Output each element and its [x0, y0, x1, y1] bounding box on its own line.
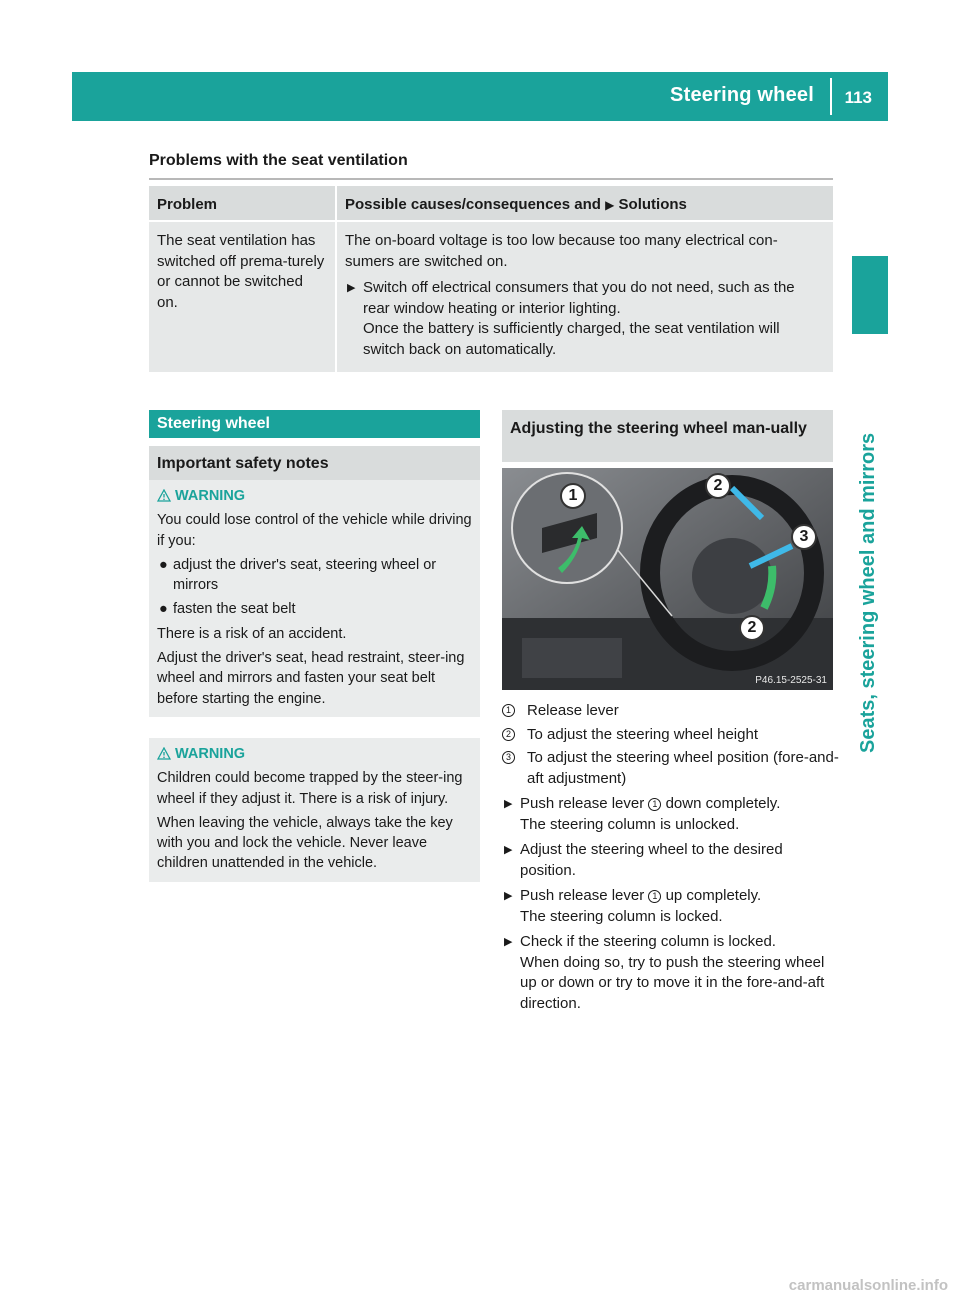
warning-text: Children could become trapped by the steer-ing wheel if they adjust it. There is a risk of injury. [157, 770, 463, 807]
adjusting-instructions [502, 698, 842, 1014]
callout-number: 3 [502, 751, 515, 764]
page-header [72, 72, 888, 121]
warning-advice: Adjust the driver's seat, head restraint, steer-ing wheel and mirrors and fasten your seat belt before starting the engine. [157, 650, 465, 707]
section-title-adjusting: Adjusting the steering wheel man-ually [502, 410, 833, 462]
steering-wheel-photo [502, 468, 833, 690]
chapter-label-container [850, 353, 890, 753]
watermark: carmanualsonline.info [788, 1277, 948, 1294]
step-result: The steering column is unlocked. [520, 815, 740, 833]
callout-2-lower: 2 [739, 615, 765, 641]
page-number: 113 [844, 88, 872, 107]
warning-bullet: ● fasten the seat belt [157, 599, 472, 619]
section-title-steering-wheel: Steering wheel [149, 410, 480, 438]
section-divider [149, 178, 833, 180]
legend-item: 2 To adjust the steering wheel height [502, 725, 842, 746]
callout-number: 1 [648, 890, 661, 903]
steering-wheel-illustration [502, 468, 833, 690]
instruction-step: ▶ Check if the steering column is locked. When doing so, try to push the steering wheel up or down or try to move it in the fore-and-aft direction. [502, 932, 842, 1014]
problems-table [149, 186, 833, 372]
step-result: The steering column is locked. [520, 907, 723, 925]
bullet-icon: ● [159, 601, 168, 618]
triangle-arrow-icon: ▶ [605, 198, 615, 212]
warning-risk: There is a risk of an accident. [157, 625, 347, 642]
callout-number: 2 [502, 728, 515, 741]
callout-number: 1 [502, 704, 515, 717]
warning-bullet: ● adjust the driver's seat, steering wheel or mirrors [159, 556, 437, 594]
warning-title: WARNING [157, 486, 472, 506]
cause-text: The on-board voltage is too low because too many electrical con-sumers are switched on. [345, 232, 778, 270]
warning-triangle-icon [157, 489, 171, 502]
warning-intro: You could lose control of the vehicle while driving if you: [157, 512, 472, 549]
steering-wheel-section [149, 410, 480, 482]
table-cell-solution [337, 222, 833, 372]
step-arrow-icon: ▶ [347, 282, 356, 294]
legend-item: 1 Release lever [502, 701, 842, 722]
header-solutions-text: Solutions [618, 196, 687, 213]
warning-triangle-icon [157, 747, 171, 760]
instruction-step: ▶ Push release lever 1 up completely. The steering column is locked. [502, 886, 842, 927]
instruction-step: ▶ Adjust the steering wheel to the desired position. [504, 841, 783, 879]
table-header-solutions [337, 186, 833, 220]
warning-box-2 [149, 738, 480, 882]
callout-number: 1 [648, 798, 661, 811]
header-divider [830, 78, 832, 115]
table-cell-problem: The seat ventilation has switched off prema-turely or cannot be switched on. [149, 222, 335, 372]
section-heading-seat-ventilation: Problems with the seat ventilation [149, 152, 408, 169]
step-arrow-icon: ▶ [504, 890, 513, 902]
table-header-problem: Problem [149, 186, 335, 220]
header-title: Steering wheel [670, 84, 814, 106]
chapter-label: Seats, steering wheel and mirrors [857, 432, 879, 753]
step-arrow-icon: ▶ [504, 798, 513, 810]
callout-1: 1 [560, 483, 586, 509]
callout-3: 3 [791, 524, 817, 550]
adjusting-section [502, 410, 833, 462]
photo-code: P46.15-2525-31 [755, 675, 827, 686]
bullet-icon: ● [159, 556, 168, 573]
step-result: When doing so, try to push the steering wheel up or down or try to move it in the fore-and-aft direction. [520, 953, 825, 1012]
warning-box-1 [149, 480, 480, 717]
step-arrow-icon: ▶ [504, 844, 513, 856]
chapter-tab [852, 256, 888, 334]
legend-item: 3 To adjust the steering wheel position (fore-and-aft adjustment) [502, 748, 842, 789]
warning-title: WARNING [157, 744, 472, 764]
step-result: Once the battery is sufficiently charged, the seat ventilation will switch back on automatically. [363, 320, 780, 358]
warning-advice: When leaving the vehicle, always take the key with you and lock the vehicle. Never leave children unattended in the vehicle. [157, 814, 453, 872]
instruction-step: ▶ Push release lever 1 down completely. The steering column is unlocked. [502, 794, 842, 835]
solution-step [345, 278, 825, 360]
step-arrow-icon: ▶ [504, 936, 513, 948]
step-text: Switch off electrical consumers that you do not need, such as the rear window heating or interior lighting. [363, 279, 795, 317]
subsection-title-safety: Important safety notes [149, 446, 480, 482]
callout-2: 2 [705, 473, 731, 499]
header-causes-text: Possible causes/consequences and [345, 196, 601, 213]
